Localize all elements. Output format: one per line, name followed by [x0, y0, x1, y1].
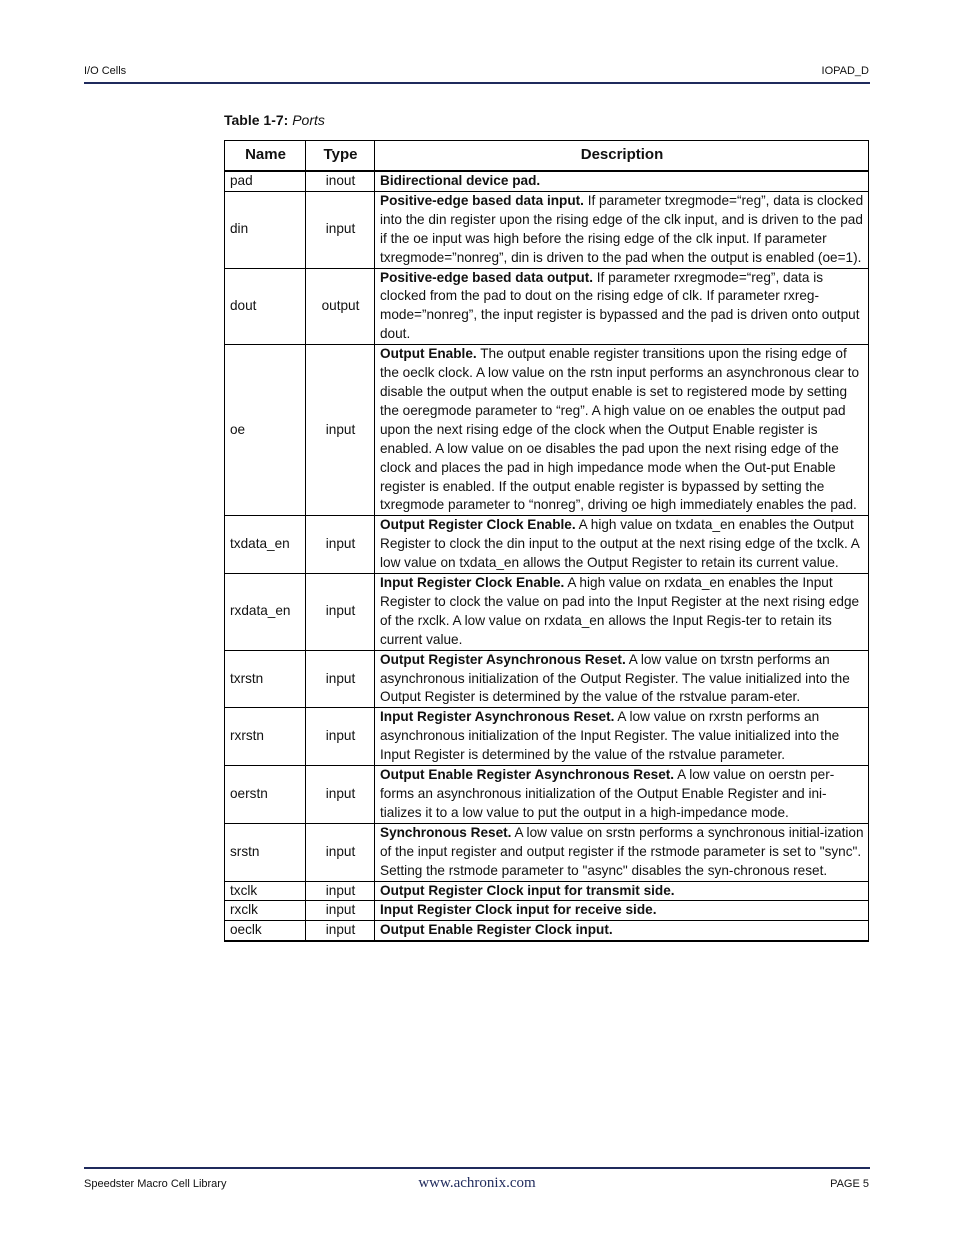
port-name: rxrstn	[225, 708, 306, 766]
port-description	[375, 823, 869, 881]
port-type: input	[306, 766, 375, 824]
port-description-lead: Bidirectional device pad.	[380, 173, 541, 188]
port-description-lead: Positive-edge based data input.	[380, 192, 584, 208]
footer-document-title: Speedster Macro Cell Library	[84, 1178, 227, 1190]
port-type: input	[306, 881, 375, 901]
table-row	[225, 708, 869, 766]
port-description	[375, 171, 869, 191]
port-name: oe	[225, 345, 306, 516]
table-caption-label: Table 1-7:	[224, 112, 289, 128]
port-description	[375, 268, 869, 345]
port-description	[375, 881, 869, 901]
port-type: input	[306, 574, 375, 651]
table-row	[225, 650, 869, 708]
port-type: output	[306, 268, 375, 345]
table-header-row	[225, 141, 869, 172]
table-row	[225, 921, 869, 941]
table-row	[225, 268, 869, 345]
footer-website-link[interactable]: www.achronix.com	[418, 1175, 536, 1191]
port-description-lead: Input Register Clock input for receive side.	[380, 902, 657, 918]
port-name: oeclk	[225, 921, 306, 941]
port-name: txdata_en	[225, 516, 306, 574]
port-description-lead: Synchronous Reset.	[380, 824, 512, 840]
port-description-lead: Input Register Asynchronous Reset.	[380, 709, 615, 725]
port-name: rxclk	[225, 901, 306, 921]
table-caption-title: Ports	[292, 112, 325, 128]
port-name: oerstn	[225, 766, 306, 824]
port-description	[375, 921, 869, 941]
table-row	[225, 171, 869, 191]
table-row	[225, 901, 869, 921]
ports-table	[224, 140, 869, 942]
port-type: input	[306, 901, 375, 921]
port-type: input	[306, 516, 375, 574]
table-row	[225, 574, 869, 651]
port-description	[375, 766, 869, 824]
port-description-text: A low value on rxrstn performs an asynchronous initialization of the Input Register. The value initialized into the Input Register is determined by the value of the rstvalue parameter.	[380, 709, 840, 763]
port-description-text: A high value on rxdata_en enables the Input Register to clock the value on pad into the Input Register at the next rising edge of the rxclk. A low value on rxdata_en allows the Input Regis-ter to retain its current value.	[380, 575, 860, 647]
port-description-lead: Output Register Asynchronous Reset.	[380, 651, 626, 667]
table-row	[225, 881, 869, 901]
port-description	[375, 708, 869, 766]
table-row	[225, 516, 869, 574]
port-description	[375, 574, 869, 651]
port-description	[375, 650, 869, 708]
port-name: srstn	[225, 823, 306, 881]
table-caption	[224, 112, 325, 128]
port-description	[375, 901, 869, 921]
port-description-text: A low value on srstn performs a synchronous initial-ization of the input register and output register if the rstmode parameter is set to "sync". Setting the rstmode parameter to "async" disables the syn-chronous reset.	[380, 824, 864, 878]
footer-page-number: PAGE 5	[830, 1178, 869, 1190]
port-name: rxdata_en	[225, 574, 306, 651]
port-description-text: A low value on txrstn performs an asynchronous initialization of the Output Register. The value initialized into the Output Register is determined by the value of the rstvalue param-eter.	[380, 651, 850, 705]
port-name: din	[225, 191, 306, 268]
table-row	[225, 823, 869, 881]
port-name: dout	[225, 268, 306, 345]
port-name: pad	[225, 171, 306, 191]
port-description	[375, 191, 869, 268]
port-description-lead: Output Register Clock input for transmit side.	[380, 882, 675, 898]
table-row	[225, 345, 869, 516]
column-header-type: Type	[306, 141, 375, 172]
port-description-lead: Output Enable Register Clock input.	[380, 922, 613, 938]
header-section-title: I/O Cells	[84, 65, 127, 77]
footer-rule	[84, 1167, 870, 1169]
port-type: inout	[306, 171, 375, 191]
port-description-text: If parameter rxregmode=“reg”, data is clocked from the pad to dout on the rising edge of clk. If parameter rxreg-mode=”nonreg”, the input register is bypassed and the pad is driven onto output dout.	[380, 269, 860, 342]
port-type: input	[306, 708, 375, 766]
port-description-lead: Positive-edge based data output.	[380, 269, 593, 285]
table-row	[225, 191, 869, 268]
header-rule	[84, 82, 870, 84]
header-cell-name: IOPAD_D	[821, 65, 869, 77]
port-description-lead: Output Register Clock Enable.	[380, 517, 576, 533]
port-name: txclk	[225, 881, 306, 901]
port-description	[375, 345, 869, 516]
port-description-text: A high value on txdata_en enables the Output Register to clock the din input to the output at the next rising edge of the txclk. A low value on txdata_en allows the Output Register to retain its current value.	[380, 517, 860, 571]
port-description-lead: Output Enable Register Asynchronous Reset.	[380, 767, 675, 783]
port-description-lead: Input Register Clock Enable.	[380, 575, 565, 591]
table-row	[225, 766, 869, 824]
column-header-description: Description	[375, 141, 869, 172]
port-type: input	[306, 823, 375, 881]
port-type: input	[306, 650, 375, 708]
port-description-text: The output enable register transitions upon the rising edge of the oeclk clock. A low value on the rstn input performs an asynchronous clear to disable the output when the output enable is set to registered mode by setting the oeregmode parameter to “reg”. A high value on oe enables the output pad upon the next rising edge of the clock when the Output Enable register is enabled. A low value on oe disables the pad upon the next rising edge of the clock and places the pad in high impedance mode when the Out-put Enable register is enabled. If the output enable register is bypassed by setting the txregmode parameter to “nonreg”, driving oe high immediately enables the pad.	[380, 346, 860, 513]
port-description-lead: Output Enable.	[380, 346, 477, 362]
port-description-text: If parameter txregmode=“reg”, data is clocked into the din register upon the rising edge of the clk input, and is driven to the pad if the oe input was high before the rising edge of the clk input. If parameter txregmode=”nonreg”, din is driven to the pad when the output is enabled (oe=1).	[380, 192, 864, 265]
port-description	[375, 516, 869, 574]
port-type: input	[306, 921, 375, 941]
port-name: txrstn	[225, 650, 306, 708]
port-description-text: A low value on oerstn per-forms an asynchronous initialization of the Output Enable Register and ini-tializes it to a low value to put the output in a high-impedance mode.	[380, 767, 835, 820]
column-header-name: Name	[225, 141, 306, 172]
port-type: input	[306, 345, 375, 516]
port-type: input	[306, 191, 375, 268]
